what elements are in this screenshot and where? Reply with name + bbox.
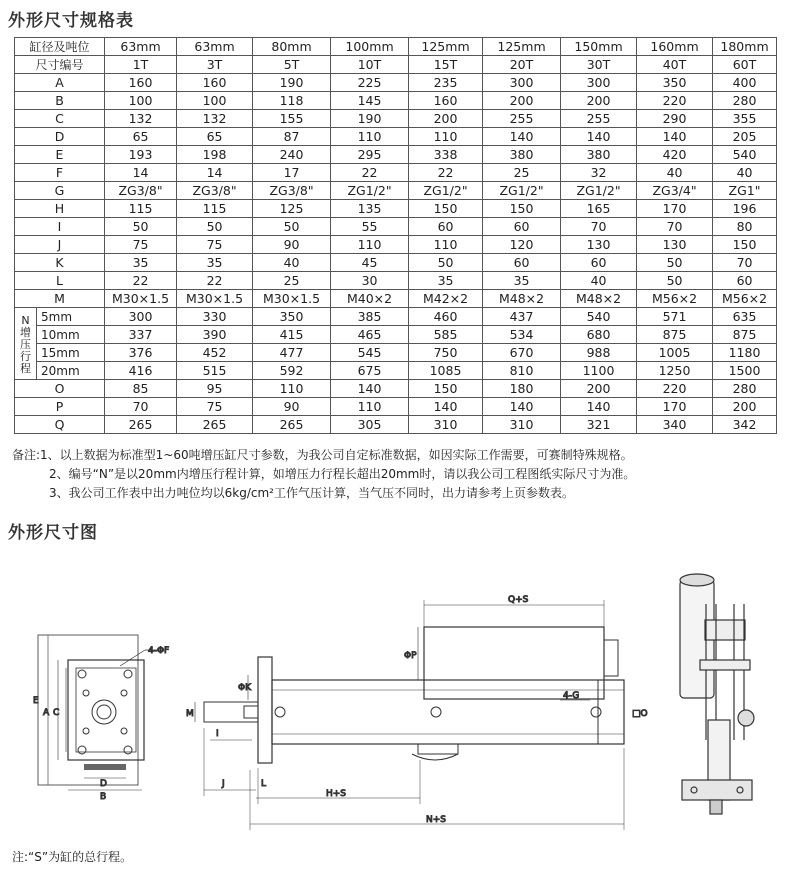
label-QS: Q+S xyxy=(508,595,529,605)
table-cell: 452 xyxy=(177,344,253,362)
table-cell: 875 xyxy=(637,326,713,344)
table-cell: 190 xyxy=(253,74,331,92)
drawing-title: 外形尺寸图 xyxy=(8,523,98,543)
note-1: 备注:1、以上数据为标准型1~60吨增压缸尺寸参数，为我公司自定标准数据，如因实际工作需要，可赛制特殊规格。 xyxy=(12,448,633,462)
row-label: C xyxy=(15,110,105,128)
table-cell: 118 xyxy=(253,92,331,110)
table-cell: 140 xyxy=(483,128,561,146)
label-L: L xyxy=(261,779,267,789)
table-cell: 70 xyxy=(637,218,713,236)
table-cell: 310 xyxy=(483,416,561,434)
label-O: □O xyxy=(632,709,648,719)
header-bore-label: 缸径及吨位 xyxy=(15,38,105,56)
table-cell: 60 xyxy=(483,254,561,272)
table-cell: 110 xyxy=(409,236,483,254)
table-cell: 150 xyxy=(713,236,777,254)
n-group-label-char: 行 xyxy=(20,349,31,363)
table-cell: 45 xyxy=(331,254,409,272)
table-cell: 75 xyxy=(177,398,253,416)
table-cell: 35 xyxy=(483,272,561,290)
table-cell: 60 xyxy=(483,218,561,236)
table-cell: 22 xyxy=(177,272,253,290)
n-group-label-char: 增 xyxy=(20,325,31,339)
table-cell: 1180 xyxy=(713,344,777,362)
label-A: A xyxy=(43,708,50,718)
table-cell: 220 xyxy=(637,92,713,110)
row-label: J xyxy=(15,236,105,254)
table-cell: 300 xyxy=(561,74,637,92)
table-cell: 680 xyxy=(561,326,637,344)
bore-cell: 150mm xyxy=(561,38,637,56)
table-cell: 70 xyxy=(713,254,777,272)
table-cell: 40 xyxy=(561,272,637,290)
tonnage-cell: 5T xyxy=(253,56,331,74)
table-cell: 135 xyxy=(331,200,409,218)
spec-table-body xyxy=(15,38,777,434)
table-cell: ZG1/2" xyxy=(409,182,483,200)
table-cell: 80 xyxy=(713,218,777,236)
table-cell: 140 xyxy=(409,398,483,416)
tonnage-cell: 30T xyxy=(561,56,637,74)
n-stroke-row xyxy=(15,344,777,362)
table-cell: 22 xyxy=(105,272,177,290)
table-cell: 300 xyxy=(483,74,561,92)
table-cell: 115 xyxy=(105,200,177,218)
row-label: A xyxy=(15,74,105,92)
table-cell: 75 xyxy=(105,236,177,254)
table-cell: 571 xyxy=(637,308,713,326)
table-cell: 376 xyxy=(105,344,177,362)
bore-cell: 180mm xyxy=(713,38,777,56)
table-cell: 165 xyxy=(561,200,637,218)
table-cell: 290 xyxy=(637,110,713,128)
table-cell: 592 xyxy=(253,362,331,380)
table-row xyxy=(15,218,777,236)
table-cell: M42×2 xyxy=(409,290,483,308)
table-cell: 400 xyxy=(713,74,777,92)
table-cell: 255 xyxy=(483,110,561,128)
table-cell: 25 xyxy=(483,164,561,182)
table-cell: 70 xyxy=(561,218,637,236)
table-cell: 180 xyxy=(483,380,561,398)
bore-cell: 63mm xyxy=(177,38,253,56)
table-cell: 875 xyxy=(713,326,777,344)
table-cell: ZG3/8" xyxy=(253,182,331,200)
table-cell: 200 xyxy=(561,380,637,398)
label-M: M xyxy=(186,709,194,719)
table-row xyxy=(15,110,777,128)
table-cell: 416 xyxy=(105,362,177,380)
table-cell: 988 xyxy=(561,344,637,362)
note-2: 2、编号“N”是以20mm内增压行程计算，如增压力行程长超出20mm时，请以我公司工程图纸实际尺寸为准。 xyxy=(49,467,636,481)
table-cell: 100 xyxy=(177,92,253,110)
table-cell: 1100 xyxy=(561,362,637,380)
n-group-label xyxy=(15,308,37,380)
table-cell: 385 xyxy=(331,308,409,326)
table-row xyxy=(15,164,777,182)
table-cell: 150 xyxy=(409,380,483,398)
table-cell: 120 xyxy=(483,236,561,254)
label-B: B xyxy=(100,792,107,802)
table-cell: 540 xyxy=(561,308,637,326)
n-stroke-label: 15mm xyxy=(37,344,105,362)
row-label: D xyxy=(15,128,105,146)
table-cell: 465 xyxy=(331,326,409,344)
table-cell: 810 xyxy=(483,362,561,380)
table-cell: 115 xyxy=(177,200,253,218)
label-holes: 4-ΦF xyxy=(148,646,170,656)
table-cell: 380 xyxy=(483,146,561,164)
table-cell: 200 xyxy=(561,92,637,110)
table-cell: 534 xyxy=(483,326,561,344)
table-row xyxy=(15,236,777,254)
table-cell: 220 xyxy=(637,380,713,398)
table-row xyxy=(15,182,777,200)
table-cell: 110 xyxy=(331,398,409,416)
table-cell: 338 xyxy=(409,146,483,164)
table-cell: 40 xyxy=(713,164,777,182)
table-cell: 380 xyxy=(561,146,637,164)
n-stroke-label: 10mm xyxy=(37,326,105,344)
table-cell: 50 xyxy=(105,218,177,236)
table-cell: 200 xyxy=(483,92,561,110)
table-row xyxy=(15,416,777,434)
footnote: 注:“S”为缸的总行程。 xyxy=(12,850,133,864)
tonnage-cell: 3T xyxy=(177,56,253,74)
table-cell: 750 xyxy=(409,344,483,362)
table-cell: 100 xyxy=(105,92,177,110)
tonnage-cell: 15T xyxy=(409,56,483,74)
label-K: ΦK xyxy=(238,683,251,693)
table-cell: 30 xyxy=(331,272,409,290)
table-cell: 132 xyxy=(177,110,253,128)
table-cell: 150 xyxy=(483,200,561,218)
row-label: Q xyxy=(15,416,105,434)
header-code-label: 尺寸编号 xyxy=(15,56,105,74)
notes xyxy=(12,446,635,503)
table-cell: 150 xyxy=(409,200,483,218)
table-cell: 205 xyxy=(713,128,777,146)
table-cell: 25 xyxy=(253,272,331,290)
table-cell: 87 xyxy=(253,128,331,146)
header-tonnage-row xyxy=(15,56,777,74)
n-stroke-row xyxy=(15,362,777,380)
table-cell: 350 xyxy=(637,74,713,92)
table-cell: 255 xyxy=(561,110,637,128)
table-cell: 22 xyxy=(331,164,409,182)
table-cell: 295 xyxy=(331,146,409,164)
label-D: D xyxy=(100,779,107,789)
table-cell: 75 xyxy=(177,236,253,254)
table-cell: 130 xyxy=(637,236,713,254)
tonnage-cell: 10T xyxy=(331,56,409,74)
note-3: 3、我公司工作表中出力吨位均以6kg/cm²工作气压计算，当气压不同时，出力请参考上页参数表。 xyxy=(49,486,574,500)
table-cell: 337 xyxy=(105,326,177,344)
product-illustration xyxy=(680,574,754,814)
n-stroke-row xyxy=(15,308,777,326)
table-cell: 160 xyxy=(105,74,177,92)
table-cell: 22 xyxy=(409,164,483,182)
table-cell: 305 xyxy=(331,416,409,434)
table-cell: 110 xyxy=(253,380,331,398)
table-cell: 140 xyxy=(483,398,561,416)
n-stroke-row xyxy=(15,326,777,344)
side-view xyxy=(195,600,624,830)
table-cell: 50 xyxy=(253,218,331,236)
table-cell: 60 xyxy=(561,254,637,272)
row-label: P xyxy=(15,398,105,416)
row-label: I xyxy=(15,218,105,236)
table-cell: 50 xyxy=(637,272,713,290)
row-label: L xyxy=(15,272,105,290)
table-cell: ZG1/2" xyxy=(561,182,637,200)
table-cell: 225 xyxy=(331,74,409,92)
table-cell: 342 xyxy=(713,416,777,434)
bore-cell: 125mm xyxy=(483,38,561,56)
table-cell: M30×1.5 xyxy=(105,290,177,308)
table-cell: 40 xyxy=(637,164,713,182)
tonnage-cell: 40T xyxy=(637,56,713,74)
table-row xyxy=(15,146,777,164)
table-cell: 193 xyxy=(105,146,177,164)
table-cell: 160 xyxy=(177,74,253,92)
table-row xyxy=(15,128,777,146)
table-cell: 95 xyxy=(177,380,253,398)
bore-cell: 63mm xyxy=(105,38,177,56)
label-NS: N+S xyxy=(426,815,446,825)
table-cell: 125 xyxy=(253,200,331,218)
table-cell: M56×2 xyxy=(713,290,777,308)
table-cell: 50 xyxy=(177,218,253,236)
bore-cell: 100mm xyxy=(331,38,409,56)
table-cell: 50 xyxy=(637,254,713,272)
table-row xyxy=(15,254,777,272)
table-cell: 17 xyxy=(253,164,331,182)
label-I: I xyxy=(216,729,219,739)
table-cell: 350 xyxy=(253,308,331,326)
table-cell: 35 xyxy=(409,272,483,290)
table-cell: 70 xyxy=(105,398,177,416)
table-cell: 437 xyxy=(483,308,561,326)
table-cell: 200 xyxy=(713,398,777,416)
table-cell: 14 xyxy=(177,164,253,182)
table-cell: 110 xyxy=(331,128,409,146)
table-cell: ZG3/8" xyxy=(177,182,253,200)
table-cell: 330 xyxy=(177,308,253,326)
table-cell: 85 xyxy=(105,380,177,398)
table-cell: 35 xyxy=(105,254,177,272)
table-cell: 110 xyxy=(409,128,483,146)
table-row xyxy=(15,92,777,110)
table-cell: 280 xyxy=(713,92,777,110)
table-cell: 460 xyxy=(409,308,483,326)
table-cell: 65 xyxy=(177,128,253,146)
label-J: J xyxy=(222,779,225,789)
table-cell: 14 xyxy=(105,164,177,182)
table-cell: 170 xyxy=(637,398,713,416)
table-cell: ZG3/8" xyxy=(105,182,177,200)
header-bore-row xyxy=(15,38,777,56)
row-label: E xyxy=(15,146,105,164)
table-cell: 515 xyxy=(177,362,253,380)
table-cell: 60 xyxy=(409,218,483,236)
table-row xyxy=(15,380,777,398)
table-cell: M40×2 xyxy=(331,290,409,308)
table-row xyxy=(15,272,777,290)
table-cell: ZG1" xyxy=(713,182,777,200)
table-cell: M30×1.5 xyxy=(177,290,253,308)
table-cell: 1005 xyxy=(637,344,713,362)
table-cell: 300 xyxy=(105,308,177,326)
table-cell: 200 xyxy=(409,110,483,128)
table-cell: 321 xyxy=(561,416,637,434)
table-cell: 240 xyxy=(253,146,331,164)
table-cell: 90 xyxy=(253,236,331,254)
table-cell: 190 xyxy=(331,110,409,128)
table-cell: 420 xyxy=(637,146,713,164)
n-stroke-label: 20mm xyxy=(37,362,105,380)
table-cell: 50 xyxy=(409,254,483,272)
tonnage-cell: 60T xyxy=(713,56,777,74)
row-label: O xyxy=(15,380,105,398)
table-cell: 585 xyxy=(409,326,483,344)
table-row xyxy=(15,290,777,308)
table-cell: 32 xyxy=(561,164,637,182)
table-cell: M48×2 xyxy=(483,290,561,308)
table-cell: ZG1/2" xyxy=(483,182,561,200)
table-cell: 60 xyxy=(713,272,777,290)
table-cell: 415 xyxy=(253,326,331,344)
table-cell: 198 xyxy=(177,146,253,164)
table-cell: 90 xyxy=(253,398,331,416)
table-cell: 477 xyxy=(253,344,331,362)
bore-cell: 80mm xyxy=(253,38,331,56)
table-cell: 310 xyxy=(409,416,483,434)
dimension-drawing xyxy=(0,540,790,840)
table-cell: 35 xyxy=(177,254,253,272)
table-cell: ZG1/2" xyxy=(331,182,409,200)
table-cell: 130 xyxy=(561,236,637,254)
row-label: M xyxy=(15,290,105,308)
bore-cell: 160mm xyxy=(637,38,713,56)
table-cell: 355 xyxy=(713,110,777,128)
label-G: 4-G xyxy=(563,691,580,701)
label-C: C xyxy=(53,708,60,718)
table-cell: M48×2 xyxy=(561,290,637,308)
table-row xyxy=(15,398,777,416)
table-cell: 635 xyxy=(713,308,777,326)
row-label: H xyxy=(15,200,105,218)
table-cell: 265 xyxy=(105,416,177,434)
table-cell: 155 xyxy=(253,110,331,128)
label-E: E xyxy=(33,696,39,706)
table-cell: 55 xyxy=(331,218,409,236)
n-group-label-char: N xyxy=(21,313,30,327)
table-row xyxy=(15,200,777,218)
table-cell: ZG3/4" xyxy=(637,182,713,200)
table-cell: 235 xyxy=(409,74,483,92)
row-label: B xyxy=(15,92,105,110)
table-cell: 675 xyxy=(331,362,409,380)
table-cell: 540 xyxy=(713,146,777,164)
table-cell: 140 xyxy=(331,380,409,398)
table-cell: 65 xyxy=(105,128,177,146)
table-cell: 140 xyxy=(637,128,713,146)
table-cell: 340 xyxy=(637,416,713,434)
table-cell: 265 xyxy=(253,416,331,434)
n-group-label-char: 压 xyxy=(20,337,31,351)
table-cell: 1250 xyxy=(637,362,713,380)
n-stroke-label: 5mm xyxy=(37,308,105,326)
table-cell: 265 xyxy=(177,416,253,434)
table-cell: 1085 xyxy=(409,362,483,380)
row-label: K xyxy=(15,254,105,272)
spec-table-title: 外形尺寸规格表 xyxy=(8,11,134,31)
table-cell: 280 xyxy=(713,380,777,398)
label-P: ΦP xyxy=(404,651,417,661)
table-cell: 145 xyxy=(331,92,409,110)
table-cell: M30×1.5 xyxy=(253,290,331,308)
table-cell: 132 xyxy=(105,110,177,128)
table-cell: M56×2 xyxy=(637,290,713,308)
table-cell: 140 xyxy=(561,128,637,146)
bore-cell: 125mm xyxy=(409,38,483,56)
row-label: G xyxy=(15,182,105,200)
spec-table xyxy=(14,37,777,434)
table-cell: 545 xyxy=(331,344,409,362)
table-cell: 170 xyxy=(637,200,713,218)
table-cell: 110 xyxy=(331,236,409,254)
tonnage-cell: 1T xyxy=(105,56,177,74)
n-group-label-char: 程 xyxy=(20,361,31,375)
table-cell: 670 xyxy=(483,344,561,362)
table-cell: 40 xyxy=(253,254,331,272)
table-cell: 160 xyxy=(409,92,483,110)
tonnage-cell: 20T xyxy=(483,56,561,74)
table-cell: 196 xyxy=(713,200,777,218)
table-cell: 390 xyxy=(177,326,253,344)
table-cell: 140 xyxy=(561,398,637,416)
table-row xyxy=(15,74,777,92)
label-HS: H+S xyxy=(326,789,347,799)
table-cell: 1500 xyxy=(713,362,777,380)
row-label: F xyxy=(15,164,105,182)
